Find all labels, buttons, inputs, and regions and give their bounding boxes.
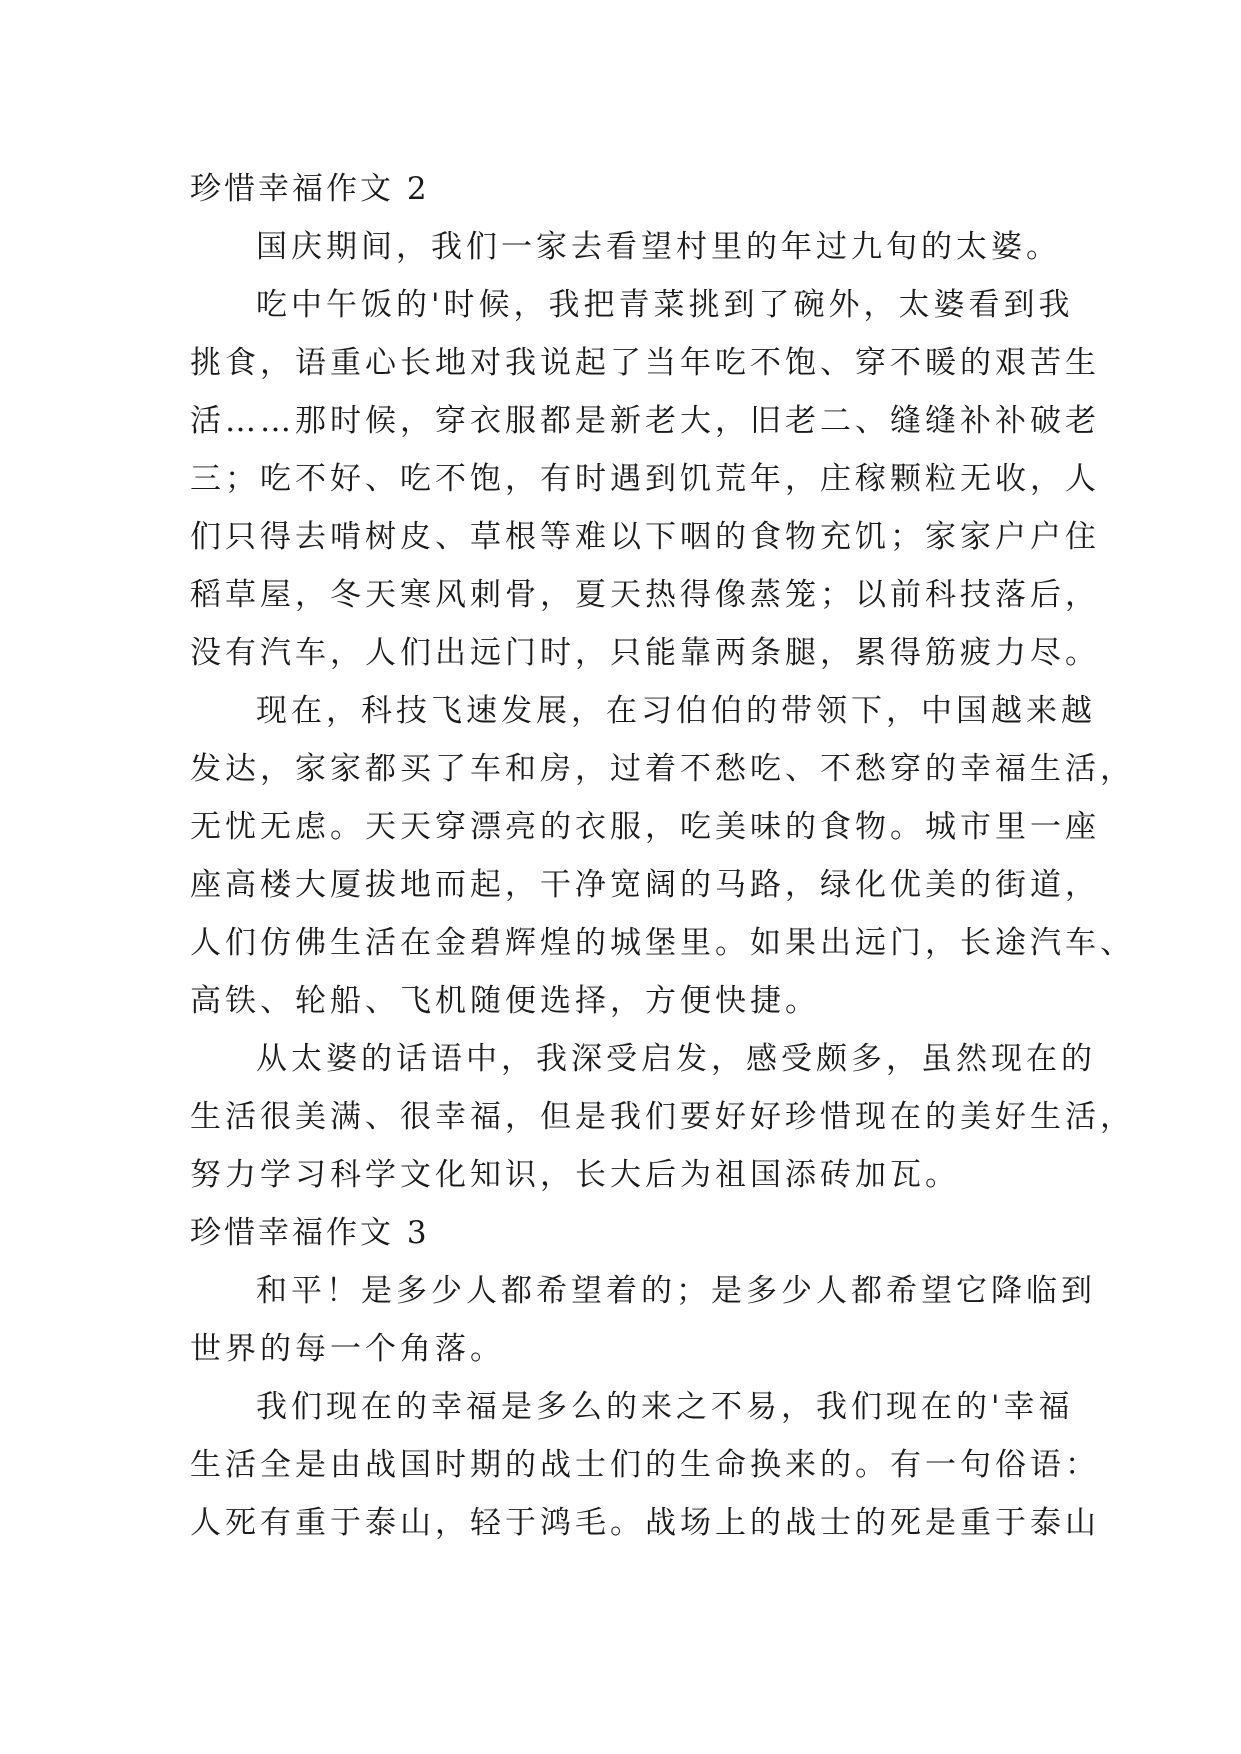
paragraph-line: 座高楼大厦拔地而起，干净宽阔的马路，绿化优美的街道， (190, 867, 1100, 903)
section-title: 珍惜幸福作文 2 (190, 171, 430, 207)
paragraph-line: 生活很美满、很幸福，但是我们要好好珍惜现在的美好生活， (190, 1099, 1135, 1135)
paragraph-line: 活……那时候，穿衣服都是新老大，旧老二、缝缝补补破老 (190, 403, 1100, 439)
paragraph-line: 人们仿佛生活在金碧辉煌的城堡里。如果出远门，长途汽车、 (190, 925, 1135, 961)
paragraph (190, 1262, 1096, 1378)
paragraph-line: 人死有重于泰山，轻于鸿毛。战场上的战士的死是重于泰山 (190, 1505, 1100, 1541)
paragraph-line: 现在，科技飞速发展，在习伯伯的带领下，中国越来越 (256, 693, 1096, 729)
paragraph-line: 们只得去啃树皮、草根等难以下咽的食物充饥；家家户户住 (190, 519, 1100, 555)
paragraph-line: 高铁、轮船、飞机随便选择，方便快捷。 (190, 983, 820, 1019)
paragraph (190, 1378, 1100, 1552)
paragraph-line: 挑食，语重心长地对我说起了当年吃不饱、穿不暖的艰苦生 (190, 345, 1100, 381)
paragraph (190, 218, 1060, 276)
paragraph-line: 国庆期间，我们一家去看望村里的年过九旬的太婆。 (256, 229, 1061, 265)
paragraph-line: 我们现在的幸福是多么的来之不易，我们现在的'幸福 (256, 1389, 1074, 1425)
paragraph-line: 世界的每一个角落。 (190, 1331, 505, 1367)
paragraph-line: 三；吃不好、吃不饱，有时遇到饥荒年，庄稼颗粒无收，人 (190, 461, 1100, 497)
paragraph-line: 无忧无虑。天天穿漂亮的衣服，吃美味的食物。城市里一座 (190, 809, 1100, 845)
document-body (190, 160, 1135, 1552)
section-title: 珍惜幸福作文 3 (190, 1215, 430, 1251)
paragraph-line: 从太婆的话语中，我深受启发，感受颇多，虽然现在的 (256, 1041, 1096, 1077)
paragraph-line: 努力学习科学文化知识，长大后为祖国添砖加瓦。 (190, 1157, 960, 1193)
paragraph-line: 生活全是由战国时期的战士们的生命换来的。有一句俗语： (190, 1447, 1100, 1483)
paragraph-line: 稻草屋，冬天寒风刺骨，夏天热得像蒸笼；以前科技落后， (190, 577, 1100, 613)
paragraph (190, 682, 1135, 1030)
paragraph (190, 276, 1100, 682)
paragraph-line: 和平！是多少人都希望着的；是多少人都希望它降临到 (256, 1273, 1096, 1309)
paragraph-line: 发达，家家都买了车和房，过着不愁吃、不愁穿的幸福生活， (190, 751, 1135, 787)
paragraph-line: 吃中午饭的'时候，我把青菜挑到了碗外，太婆看到我 (256, 287, 1074, 323)
paragraph-line: 没有汽车，人们出远门时，只能靠两条腿，累得筋疲力尽。 (190, 635, 1100, 671)
paragraph (190, 1030, 1135, 1204)
